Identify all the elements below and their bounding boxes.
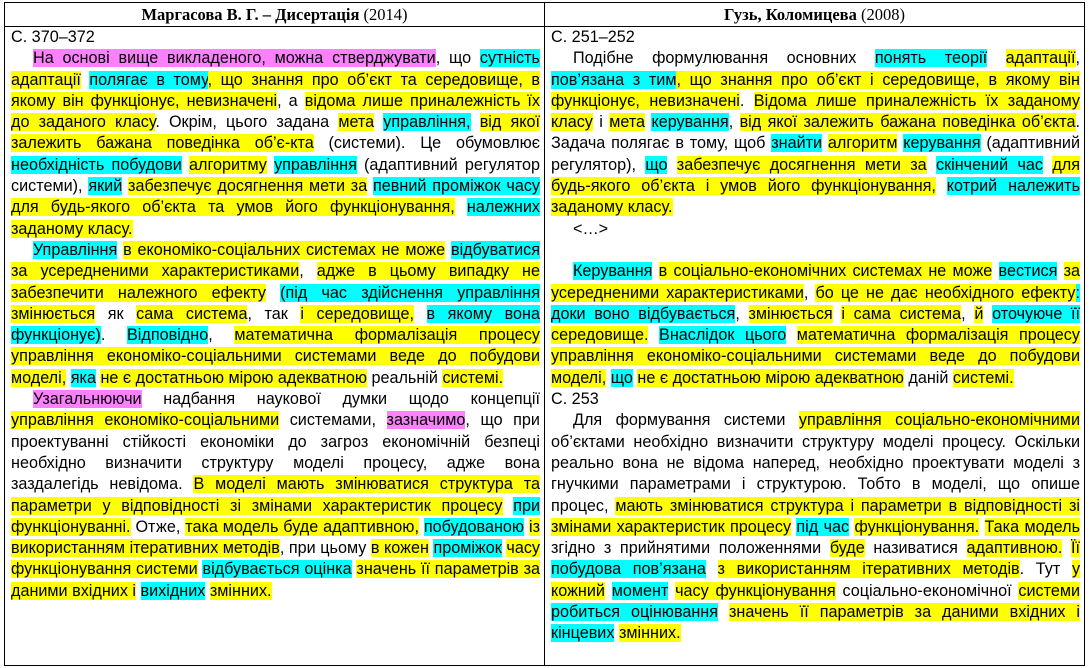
omission-marker: <…>: [573, 219, 609, 238]
highlight-yellow: заданому класу.: [551, 198, 673, 217]
text-span: ,: [803, 283, 816, 302]
highlight-yellow: і середовище,: [300, 304, 414, 323]
text-span: .: [739, 91, 754, 110]
text-span: [182, 156, 189, 174]
right-header-year: (2008): [860, 5, 905, 24]
text-span: надбання наукової думки щодо концепції: [141, 390, 540, 409]
text-span: реальній: [366, 368, 443, 387]
highlight-yellow: змінюється: [748, 304, 833, 323]
highlight-cyan: Відповідно: [127, 326, 209, 345]
comparison-table: [4, 2, 1085, 666]
highlight-cyan: в якому вона функціонує): [11, 304, 540, 345]
highlight-magenta: На основі вище викладеного, можна стверджувати: [33, 49, 436, 68]
text-span: [667, 156, 676, 174]
highlight-cyan: сутність: [479, 49, 540, 68]
highlight-cyan: робиться оцінювання: [551, 603, 719, 622]
highlight-cyan: проміжок: [433, 539, 502, 558]
highlight-yellow: Така модель: [984, 517, 1081, 536]
text-span: . Тут: [1019, 560, 1072, 579]
highlight-yellow: Відома лише приналежність їх заданому класу: [551, 91, 1080, 132]
highlight-yellow: мають змінюватися структура і параметри в відповідності зі змінами характеристик процесу: [551, 496, 1080, 536]
right-paragraphs-1: [551, 48, 1080, 218]
text-span: [136, 582, 141, 600]
highlight-yellow: мета: [609, 113, 646, 132]
right-column-header: [545, 3, 1084, 27]
highlight-yellow: математична формалізація процесу управління економіко-соціальними системами веде до побудови моделі,: [11, 326, 540, 387]
text-span: , при цьому: [279, 539, 371, 558]
text-span: [471, 113, 480, 131]
highlight-yellow: не є достатньою мірою адекватною: [637, 368, 904, 387]
highlight-yellow: змінних.: [618, 624, 681, 643]
left-paragraph: [11, 389, 540, 602]
text-span: [987, 49, 1006, 67]
highlight-cyan: : доки воно відбувається: [551, 283, 1080, 323]
highlight-yellow: системі.: [442, 368, 504, 387]
highlight-yellow: буде: [829, 539, 865, 558]
highlight-cyan: оточуюче її: [992, 304, 1081, 323]
text-span: називатися: [864, 539, 967, 558]
highlight-yellow: від якої залежить бажана поведінка об’єкта: [739, 113, 1076, 132]
highlight-cyan: понять теорії: [874, 49, 988, 68]
highlight-yellow: у кожний: [551, 560, 1081, 600]
text-span: ,: [299, 262, 317, 281]
highlight-cyan: що: [645, 155, 668, 174]
text-span: ,: [208, 326, 235, 345]
highlight-yellow: за усередненими характеристиками: [11, 262, 300, 281]
highlight-cyan: керування: [903, 134, 981, 153]
text-span: [648, 326, 659, 344]
highlight-yellow: за усередненими характеристиками: [551, 262, 1081, 302]
text-span: ,: [735, 304, 749, 323]
text-span: і: [592, 113, 610, 132]
highlight-yellow: для будь-якого об’єкта і умов його функціонування,: [551, 155, 1080, 196]
text-span: [1062, 539, 1071, 557]
text-span: [718, 603, 729, 621]
highlight-magenta: зазначимо: [386, 411, 466, 430]
highlight-yellow: середовище.: [551, 326, 649, 345]
highlight-yellow: й: [974, 304, 984, 323]
text-span: . Задача полягає в тому, щоб: [551, 113, 1081, 153]
highlight-yellow: функціонування.: [854, 517, 980, 536]
highlight-yellow: така модель буде адаптивною,: [185, 517, 419, 536]
highlight-yellow: мета: [338, 113, 375, 132]
highlight-cyan: (під час здійснення управління: [280, 283, 540, 302]
highlight-yellow: не є достатньою мірою адекватною: [100, 368, 367, 387]
highlight-cyan: належних: [466, 198, 540, 217]
left-paragraph: [11, 48, 540, 240]
text-span: , що при проектуванні стійкості економіки до загроз економічній безпеці необхідно визначити структуру моделі процесу, адже вона заздалегідь невідома.: [11, 411, 540, 494]
text-span: [374, 113, 383, 131]
highlight-cyan: керування: [651, 113, 729, 132]
highlight-yellow: алгоритму: [189, 155, 267, 174]
highlight-yellow: математична формалізація процесу управління економіко-соціальними системами веде до побудови моделі,: [551, 326, 1080, 387]
text-span: , що: [435, 49, 480, 68]
highlight-cyan: вестися: [998, 262, 1058, 281]
highlight-yellow: сама система: [136, 304, 248, 323]
highlight-yellow: алгоритм: [827, 134, 898, 153]
right-paragraph: [551, 48, 1080, 218]
highlight-cyan: управління: [274, 155, 357, 174]
right-paragraph: [551, 261, 1080, 389]
left-header-year: (2014): [363, 5, 408, 24]
highlight-cyan: вихідних: [140, 581, 206, 600]
text-span: , а: [277, 91, 305, 110]
highlight-cyan: під час: [796, 517, 850, 536]
highlight-cyan: Керування: [573, 262, 653, 281]
highlight-cyan: відбуватися: [450, 240, 541, 259]
highlight-yellow: часу функціонування: [675, 581, 836, 600]
highlight-magenta: Узагальнюючи: [33, 390, 142, 409]
text-span: (адаптивний регулятор системи),: [11, 155, 540, 196]
highlight-yellow: бо це не дає необхідного ефекту: [815, 283, 1076, 302]
right-header-authors: Гузь, Коломицева: [724, 5, 857, 24]
highlight-cyan: побудованою: [423, 517, 525, 536]
highlight-cyan: полягає в тому: [89, 70, 208, 89]
highlight-yellow: управління соціально-економічними: [798, 411, 1080, 430]
right-paragraphs-2: [551, 261, 1080, 389]
text-span: системами,: [279, 411, 387, 430]
highlight-cyan: пов’язана з тим: [551, 70, 677, 89]
right-column-text: [545, 27, 1084, 665]
text-span: Для формування системи: [573, 411, 799, 430]
highlight-cyan: момент: [611, 581, 669, 600]
highlight-cyan: скінчений час: [935, 155, 1043, 174]
highlight-yellow: із використанням ітеративних методів: [11, 517, 540, 558]
text-span: об’єктами необхідно визначити структуру моделі процесу. Оскільки реально вона не відома наперед, необхідно проектувати моделі з гнучкими параметрами і структурою. Тобто в моделі, що опише процес,: [551, 432, 1080, 515]
highlight-yellow: , що знання про об’єкт і середовище, в якому він функціонує, невизначені: [551, 70, 1080, 110]
highlight-yellow: значень її параметрів за даними вхідних і: [11, 560, 541, 600]
right-page-reference-1: С. 251–252: [551, 28, 635, 46]
text-span: [992, 262, 998, 280]
text-span: [983, 305, 992, 323]
highlight-yellow: функціонуванні.: [11, 517, 131, 536]
highlight-yellow: В моделі мають змінюватися структура та параметри у відповідності зі змінами характеристик процесу: [11, 475, 540, 515]
text-span: [706, 560, 718, 578]
highlight-yellow: Її: [1071, 539, 1080, 558]
highlight-cyan: який: [88, 177, 123, 196]
text-span: Отже,: [130, 517, 186, 536]
highlight-yellow: з використанням ітеративних методів: [717, 560, 1020, 579]
highlight-cyan: яка: [70, 368, 96, 387]
highlight-cyan: відбувається оцінка: [202, 560, 352, 579]
text-span: [267, 156, 274, 174]
text-span: [414, 305, 427, 323]
left-page-reference: С. 370–372: [11, 28, 95, 46]
text-span: [503, 497, 514, 515]
highlight-cyan: певний проміжок часу: [373, 177, 541, 196]
right-page-reference-2: С. 253: [551, 390, 599, 409]
highlight-yellow: змінних.: [209, 581, 272, 600]
right-paragraph: [551, 410, 1080, 644]
highlight-cyan: що: [610, 368, 633, 387]
highlight-yellow: забезпечує досягнення мети за: [676, 155, 927, 174]
highlight-yellow: від якої залежить бажана поведінка об’є-кта: [11, 113, 540, 153]
text-span: (системи). Це обумовлює: [313, 134, 540, 153]
text-span: соціально-економічної: [835, 581, 1019, 600]
text-span: згідно з прийнятими положеннями: [551, 539, 830, 558]
highlight-cyan: котрий належить: [946, 177, 1081, 196]
left-column-header: [5, 3, 545, 27]
left-column-text: [5, 27, 545, 665]
highlight-cyan: побудова пов’язана: [551, 560, 706, 579]
highlight-yellow: адаптації: [11, 70, 81, 89]
text-span: .: [100, 326, 127, 345]
text-span: Подібне формулювання основних: [573, 49, 875, 68]
text-span: ,: [728, 113, 740, 132]
text-span: [927, 156, 936, 174]
right-paragraphs-3: [551, 410, 1080, 644]
text-span: [266, 284, 280, 302]
text-span: ,: [1075, 49, 1080, 68]
text-span: [605, 582, 612, 600]
highlight-yellow: системи: [1018, 581, 1081, 600]
text-span: як: [95, 304, 137, 323]
highlight-yellow: адаптації: [1005, 49, 1076, 68]
highlight-yellow: управління економіко-соціальними: [11, 411, 280, 430]
text-span: [455, 198, 467, 216]
highlight-cyan: при: [513, 496, 540, 515]
text-span: [652, 262, 658, 280]
left-paragraph: [11, 240, 540, 389]
highlight-yellow: заданому класу.: [11, 219, 133, 238]
highlight-cyan: Управління: [33, 240, 118, 259]
text-span: . Окрім, цього задана: [155, 113, 339, 132]
text-span: [936, 177, 947, 195]
text-span: [1057, 262, 1063, 280]
highlight-yellow: змінюється: [11, 304, 96, 323]
highlight-yellow: значень її параметрів за даними вхідних і: [728, 603, 1080, 622]
highlight-yellow: для будь-якого об’єкта та умов його функціонування,: [11, 198, 455, 217]
highlight-yellow: часу функціонування системи: [11, 539, 541, 579]
text-span: ,: [961, 304, 975, 323]
highlight-yellow: забезпечує досягнення мети за: [128, 177, 368, 196]
left-header-authors: Маргасова В. Г. – Дисертація: [141, 5, 360, 24]
highlight-cyan: кінцевих: [551, 624, 615, 643]
highlight-yellow: в кожен: [370, 539, 429, 558]
left-paragraphs: [11, 48, 540, 602]
highlight-yellow: адже в цьому випадку не забезпечити належного ефекту: [11, 262, 540, 302]
highlight-yellow: в економіко-соціальних системах не може: [123, 240, 446, 259]
highlight-cyan: Внаслідок цього: [659, 326, 787, 345]
highlight-yellow: адаптивною.: [966, 539, 1063, 558]
text-span: [1043, 156, 1052, 174]
highlight-cyan: знайти: [771, 134, 823, 153]
highlight-cyan: управління,: [383, 113, 471, 132]
text-span: даній: [903, 368, 953, 387]
highlight-yellow: в соціально-економічних системах не може: [658, 262, 993, 281]
highlight-cyan: необхідність побудови: [11, 155, 182, 174]
highlight-yellow: відома лише приналежність їх до заданого класу: [11, 91, 541, 132]
highlight-yellow: системі.: [952, 368, 1014, 387]
text-span: , так: [247, 304, 301, 323]
text-span: (адаптивний регулятор),: [551, 134, 1081, 174]
highlight-yellow: , що знання про об’єкт та середовище, в якому він функціонує, невизначені: [11, 70, 541, 110]
text-span: [786, 326, 797, 344]
highlight-yellow: і сама система: [841, 304, 962, 323]
text-span: [979, 518, 984, 536]
